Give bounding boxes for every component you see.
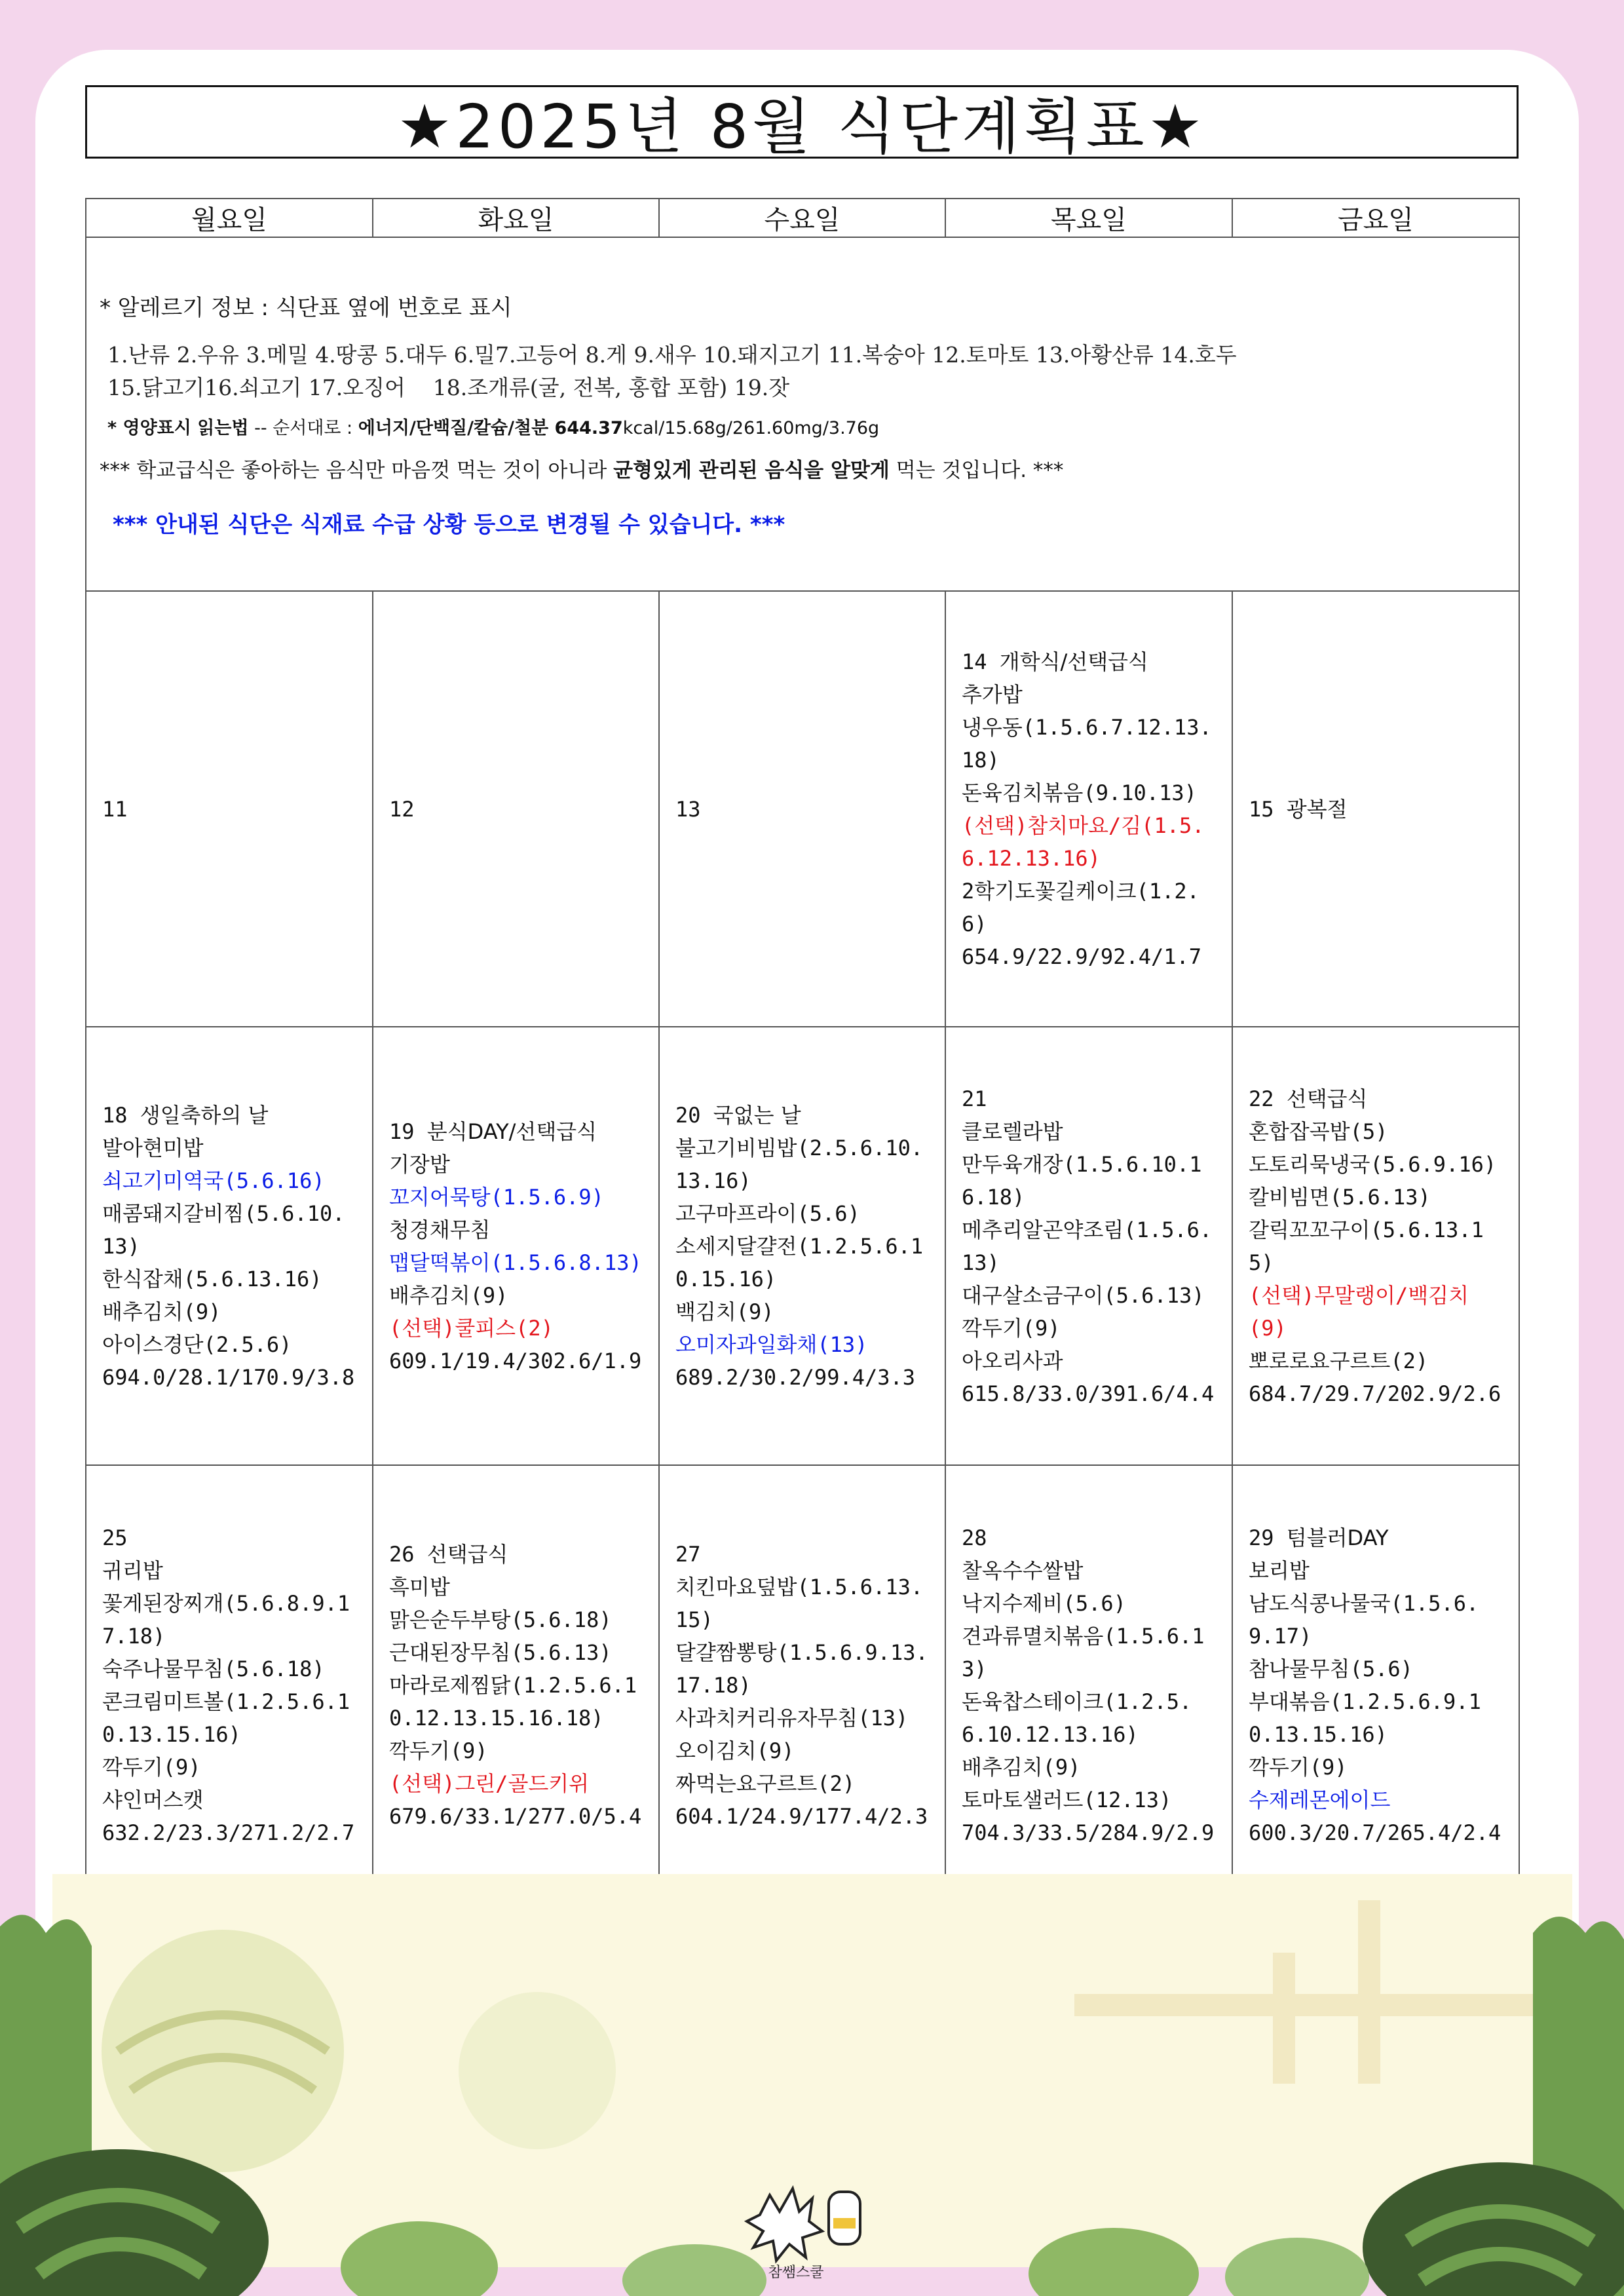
day-cell-20: [659, 1027, 945, 1465]
day-number: 11: [102, 796, 128, 822]
day-theme: 국없는 날: [713, 1102, 801, 1128]
day-number: 20: [675, 1102, 713, 1128]
nutrition-values: 654.9/22.9/92.4/1.7: [962, 944, 1202, 969]
menu-item: 배추김치(9): [102, 1299, 221, 1324]
nutrition-values: 609.1/19.4/302.6/1.9: [389, 1348, 642, 1373]
day-heading: [1249, 1521, 1503, 1554]
day-cell-18: [86, 1027, 373, 1465]
menu-item: 배추김치(9): [389, 1282, 508, 1308]
weekday-tue: 화요일: [373, 199, 659, 237]
menu-item-optional: (선택)무말랭이/백김치(9): [1249, 1282, 1469, 1341]
watermelon-slice-icon: [459, 1992, 616, 2149]
day-number: 12: [389, 796, 415, 822]
day-theme: 선택급식: [1286, 1086, 1368, 1111]
menu-item: 토마토샐러드(12.13): [962, 1788, 1172, 1812]
menu-item: 사과치커리유자무침(13): [675, 1706, 909, 1731]
day-cell-12: [373, 591, 659, 1027]
day-heading: [962, 645, 1216, 678]
nutrition-values: 632.2/23.3/271.2/2.7: [102, 1820, 355, 1845]
nutrition-bold: 에너지/단백질/칼슘/철분 644.37: [358, 418, 623, 438]
menu-item: 메추리알곤약조림(1.5.6.13): [962, 1217, 1213, 1275]
day-cell-29: [1232, 1465, 1519, 1905]
day-number: 22: [1249, 1086, 1287, 1111]
menu-item: 콘크림미트볼(1.2.5.6.10.13.15.16): [102, 1689, 350, 1747]
menu-item: 소세지달걀전(1.2.5.6.10.15.16): [675, 1233, 924, 1292]
day-number: 13: [675, 796, 701, 822]
nutrition-values: 604.1/24.9/177.4/2.3: [675, 1804, 928, 1829]
menu-item-highlight: 오미자과일화채(13): [675, 1331, 868, 1357]
week-row-3: [86, 1465, 1519, 1905]
day-cell-28: [945, 1465, 1232, 1905]
school-note-part: 먹는 것입니다. ***: [889, 459, 1064, 482]
nutrition-values: 689.2/30.2/99.4/3.3: [675, 1364, 916, 1390]
school-note-part: *** 학교급식은 좋아하는 음식만 마음껏 먹는 것이 아니라: [100, 459, 614, 482]
menu-item: 추가밥: [962, 681, 1023, 707]
watermelon-garden-illustration: [0, 1874, 1624, 2296]
menu-item: 달걀짬뽕탕(1.5.6.9.13.17.18): [675, 1640, 928, 1698]
menu-item-optional: (선택)참치마요/김(1.5.6.12.13.16): [962, 813, 1205, 871]
menu-item: 돈육김치볶음(9.10.13): [962, 780, 1197, 805]
menu-item: 짜먹는요구르트(2): [675, 1771, 856, 1796]
menu-item: 근대된장무침(5.6.13): [389, 1640, 612, 1665]
menu-item: 배추김치(9): [962, 1755, 1081, 1780]
day-cell-11: [86, 591, 373, 1027]
menu-item: 깍두기(9): [389, 1738, 488, 1763]
allergy-line: 15.닭고기16.쇠고기 17.오징어 18.조개류(굴, 전복, 홍합 포함) 19.잣: [107, 375, 790, 400]
weekday-mon: 월요일: [86, 199, 373, 237]
day-theme: 개학식/선택급식: [999, 649, 1148, 674]
menu-item: 맑은순두부탕(5.6.18): [389, 1607, 612, 1632]
nutrition-values: 600.3/20.7/265.4/2.4: [1249, 1820, 1501, 1845]
menu-item: 치킨마요덮밥(1.5.6.13.15): [675, 1575, 924, 1632]
menu-item: 한식잡채(5.6.13.16): [102, 1266, 322, 1292]
day-cell-19: [373, 1027, 659, 1465]
weekday-fri: 금요일: [1232, 199, 1519, 237]
page-title: [85, 85, 1519, 162]
menu-item: 참나물무침(5.6): [1249, 1656, 1413, 1681]
menu-item: 꽃게된장찌개(5.6.8.9.17.18): [102, 1591, 350, 1649]
day-number: 28: [962, 1525, 987, 1550]
day-cell-15: [1232, 591, 1519, 1027]
menu-item-optional: (선택)쿨피스(2): [389, 1315, 554, 1341]
menu-item: 낙지수제비(5.6): [962, 1591, 1126, 1616]
nutrition-values: 615.8/33.0/391.6/4.4: [962, 1381, 1215, 1406]
menu-item: 견과류멸치볶음(1.5.6.13): [962, 1624, 1205, 1681]
nutrition-mid: -- 순서대로 :: [248, 418, 358, 438]
day-number: 21: [962, 1086, 987, 1111]
nutrition-suffix: kcal/15.68g/261.60mg/3.76g: [622, 418, 880, 438]
day-cell-22: [1232, 1027, 1519, 1465]
watermelon-icon: [102, 1930, 344, 2172]
menu-item: 발아현미밥: [102, 1135, 204, 1160]
menu-item: 백김치(9): [675, 1299, 774, 1324]
menu-item: 클로렐라밥: [962, 1119, 1063, 1144]
menu-item: 냉우동(1.5.6.7.12.13.18): [962, 714, 1212, 773]
nutrition-values: 684.7/29.7/202.9/2.6: [1249, 1381, 1501, 1406]
day-cell-14: [945, 591, 1232, 1027]
menu-item: 고구마프라이(5.6): [675, 1200, 860, 1226]
menu-item: 혼합잡곡밥(5): [1249, 1119, 1388, 1144]
menu-item: 귀리밥: [102, 1558, 163, 1583]
menu-item: 깍두기(9): [1249, 1755, 1348, 1780]
school-note-emphasis: 균형있게 관리된 음식을 알맞게: [613, 459, 890, 482]
menu-item: 오이김치(9): [675, 1738, 795, 1763]
day-theme: 텀블러DAY: [1286, 1525, 1389, 1550]
day-number: 26: [389, 1542, 427, 1567]
nutrition-values: 679.6/33.1/277.0/5.4: [389, 1804, 642, 1829]
menu-item: 숙주나물무침(5.6.18): [102, 1656, 325, 1681]
menu-item: 2학기도꽃길케이크(1.2.6): [962, 878, 1199, 936]
day-cell-25: [86, 1465, 373, 1905]
menu-item: 남도식콩나물국(1.5.6.9.17): [1249, 1591, 1479, 1649]
day-heading: [389, 1115, 643, 1148]
day-cell-26: [373, 1465, 659, 1905]
allergy-line: 1.난류 2.우유 3.메밀 4.땅콩 5.대두 6.밀7.고등어 8.게 9.새우 10.돼지고기 11.복숭아 12.토마토 13.아황산류 14.호두: [107, 342, 1237, 368]
menu-item: 아오리사과: [962, 1348, 1063, 1373]
holiday-label: 15 광복절: [1249, 796, 1348, 822]
day-number: 25: [102, 1525, 128, 1550]
nutrition-values: 704.3/33.5/284.9/2.9: [962, 1820, 1215, 1845]
menu-item: 보리밥: [1249, 1558, 1310, 1583]
menu-item: 부대볶음(1.2.5.6.9.10.13.15.16): [1249, 1689, 1481, 1747]
day-theme: 분식DAY/선택급식: [426, 1119, 597, 1144]
allergy-heading: * 알레르기 정보 : 식단표 옆에 번호로 표시: [100, 295, 512, 321]
day-cell-13: [659, 591, 945, 1027]
logo-text: 참쌤스쿨: [768, 2265, 824, 2281]
day-theme: 선택급식: [426, 1542, 508, 1567]
menu-item-highlight: 맵달떡볶이(1.5.6.8.13): [389, 1250, 642, 1275]
week-row-2: [86, 1027, 1519, 1465]
day-heading: [389, 1538, 643, 1571]
menu-item: 뽀로로요구르트(2): [1249, 1348, 1429, 1373]
week-row-1: [86, 591, 1519, 1027]
menu-item: 불고기비빔밥(2.5.6.10.13.16): [675, 1135, 924, 1193]
menu-item: 마라로제찜닭(1.2.5.6.10.12.13.15.16.18): [389, 1673, 637, 1731]
menu-item: 돈육찹스테이크(1.2.5.6.10.12.13.16): [962, 1689, 1192, 1747]
title-text: ★2025년 8월 식단계획표★: [397, 92, 1207, 162]
menu-item: 대구살소금구이(5.6.13): [962, 1282, 1205, 1308]
day-cell-21: [945, 1027, 1232, 1465]
menu-item-highlight: 꼬지어묵탕(1.5.6.9): [389, 1184, 604, 1210]
menu-item-highlight: 수제레몬에이드: [1249, 1788, 1391, 1812]
menu-item: 갈릭꼬꼬구이(5.6.13.15): [1249, 1217, 1484, 1275]
menu-item: 기장밥: [389, 1151, 450, 1177]
menu-item: 깍두기(9): [102, 1755, 201, 1780]
day-cell-27: [659, 1465, 945, 1905]
menu-item: 깍두기(9): [962, 1315, 1061, 1341]
menu-item-highlight: 쇠고기미역국(5.6.16): [102, 1168, 325, 1193]
nutrition-values: 694.0/28.1/170.9/3.8: [102, 1364, 355, 1390]
weekday-wed: 수요일: [659, 199, 945, 237]
menu-item: 매콤돼지갈비찜(5.6.10.13): [102, 1200, 345, 1259]
menu-item: 청경채무침: [389, 1217, 491, 1242]
day-heading: [675, 1099, 929, 1132]
menu-item: 찰옥수수쌀밥: [962, 1558, 1084, 1583]
menu-item: 만두육개장(1.5.6.10.16.18): [962, 1151, 1202, 1210]
day-theme: 생일축하의 날: [140, 1102, 269, 1128]
day-number: 18: [102, 1102, 140, 1128]
bottle-label-icon: [833, 2218, 856, 2229]
menu-item: 흑미밥: [389, 1575, 450, 1599]
weekday-header-row: [86, 199, 1519, 237]
menu-item: 칼비빔면(5.6.13): [1249, 1184, 1431, 1210]
day-heading: [102, 1099, 356, 1132]
menu-item: 샤인머스캣: [102, 1788, 204, 1812]
day-number: 14: [962, 649, 1000, 674]
nutrition-prefix: * 영양표시 읽는법: [107, 418, 249, 438]
day-number: 27: [675, 1542, 701, 1567]
nutrition-guide: [100, 413, 1505, 439]
menu-item: 도토리묵냉국(5.6.9.16): [1249, 1151, 1497, 1177]
school-meal-note: [100, 453, 1505, 483]
menu-item-optional: (선택)그린/골드키위: [389, 1771, 590, 1796]
day-number: 19: [389, 1119, 427, 1144]
meal-plan-table: [85, 198, 1520, 1906]
info-cell: [86, 237, 1519, 591]
day-heading: [1249, 1082, 1503, 1115]
day-number: 29: [1249, 1525, 1287, 1550]
menu-item: 아이스경단(2.5.6): [102, 1331, 292, 1357]
allergy-list: [100, 339, 1505, 404]
change-notice: *** 안내된 식단은 식재료 수급 상황 등으로 변경될 수 있습니다. ***: [113, 512, 785, 538]
weekday-thu: 목요일: [945, 199, 1232, 237]
